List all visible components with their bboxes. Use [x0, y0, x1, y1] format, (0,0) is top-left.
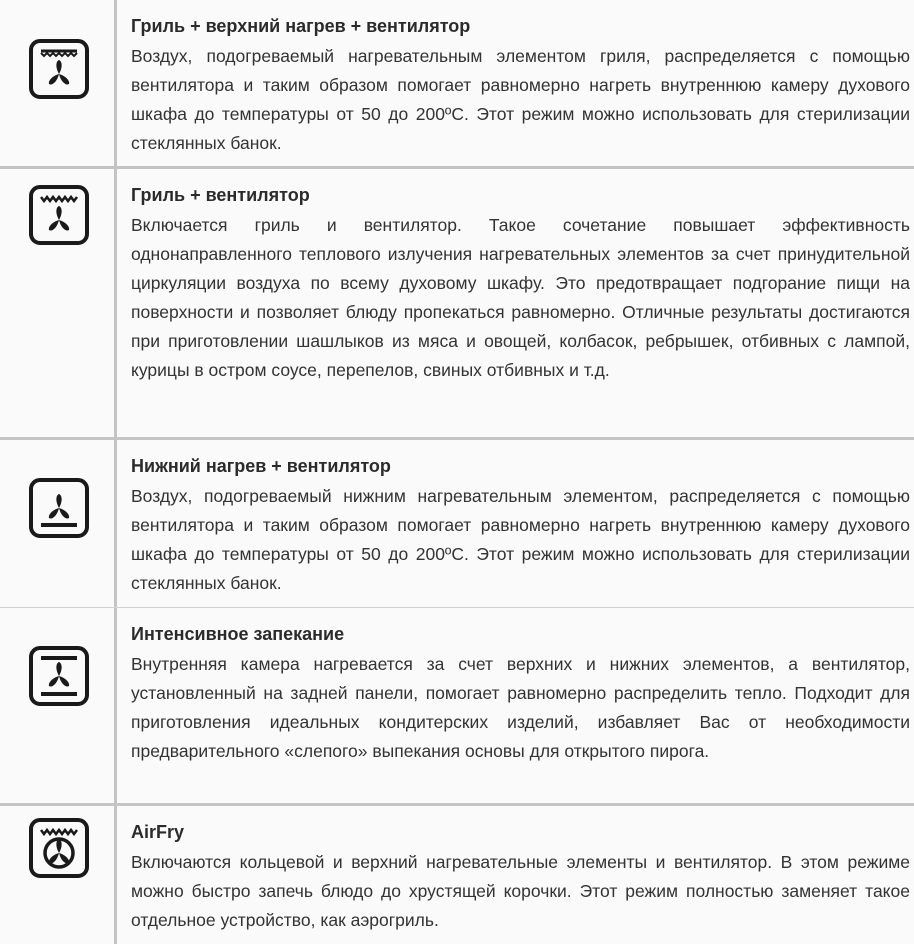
mode-text-cell: [117, 440, 914, 607]
mode-row: [0, 437, 914, 607]
mode-text-cell: [117, 0, 914, 166]
mode-row: [0, 607, 914, 803]
grill-top-heat-fan-icon: [27, 37, 91, 101]
mode-title: Гриль + вентилятор: [131, 185, 310, 205]
mode-text-cell: [117, 806, 914, 944]
mode-description: Включаются кольцевой и верхний нагревательные элементы и вентилятор. В этом режиме можно быстро запечь блюдо до хрустящей корочки. Этот режим полностью заменяет такое отдельное устройство, как аэрогриль.: [131, 852, 910, 930]
mode-title: AirFry: [131, 822, 185, 842]
mode-icon-cell: [0, 440, 117, 607]
intensive-baking-icon: [27, 644, 91, 708]
mode-description: Включается гриль и вентилятор. Такое сочетание повышает эффективность однонаправленного теплового излучения нагревательных элементов за счет принудительной циркуляции воздуха по всему духовому шкафу. Это предотвращает подгорание пищи на поверхности и позволяет блюду пропекаться равномерно. Отличные результаты достигаются при приготовлении шашлыков из мяса и овощей, колбасок, ребрышек, отбивных с лампой, курицы в остром соусе, перепелов, свиных отбивных и т.д.: [131, 215, 910, 380]
mode-row: [0, 166, 914, 437]
mode-description: Воздух, подогреваемый нижним нагревательным элементом, распределяется с помощью вентилятора и таким образом помогает равномерно нагреть внутреннюю камеру духового шкафа до температуры от 50 до 200ºС. Этот режим можно использовать для стерилизации стеклянных банок.: [131, 486, 910, 593]
grill-fan-icon: [27, 183, 91, 247]
mode-title: Нижний нагрев + вентилятор: [131, 456, 391, 476]
mode-title: Гриль + верхний нагрев + вентилятор: [131, 16, 471, 36]
mode-icon-cell: [0, 806, 117, 944]
mode-row: [0, 0, 914, 166]
mode-title: Интенсивное запекание: [131, 624, 345, 644]
airfry-icon: [27, 816, 91, 880]
mode-icon-cell: [0, 0, 117, 166]
mode-description: Внутренняя камера нагревается за счет верхних и нижних элементов, а вентилятор, установленный на задней панели, помогает равномерно распределить тепло. Подходит для приготовления идеальных кондитерских изделий, избавляет Вас от необходимости предварительного «слепого» выпекания основы для открытого пирога.: [131, 654, 910, 761]
mode-row: [0, 803, 914, 944]
mode-description: Воздух, подогреваемый нагревательным элементом гриля, распределяется с помощью вентилятора и таким образом помогает равномерно нагреть внутреннюю камеру духового шкафа до температуры от 50 до 200ºС. Этот режим можно использовать для стерилизации стеклянных банок.: [131, 46, 910, 153]
mode-text-cell: [117, 169, 914, 437]
mode-text-cell: [117, 608, 914, 803]
mode-icon-cell: [0, 608, 117, 803]
mode-icon-cell: [0, 169, 117, 437]
bottom-heat-fan-icon: [27, 476, 91, 540]
